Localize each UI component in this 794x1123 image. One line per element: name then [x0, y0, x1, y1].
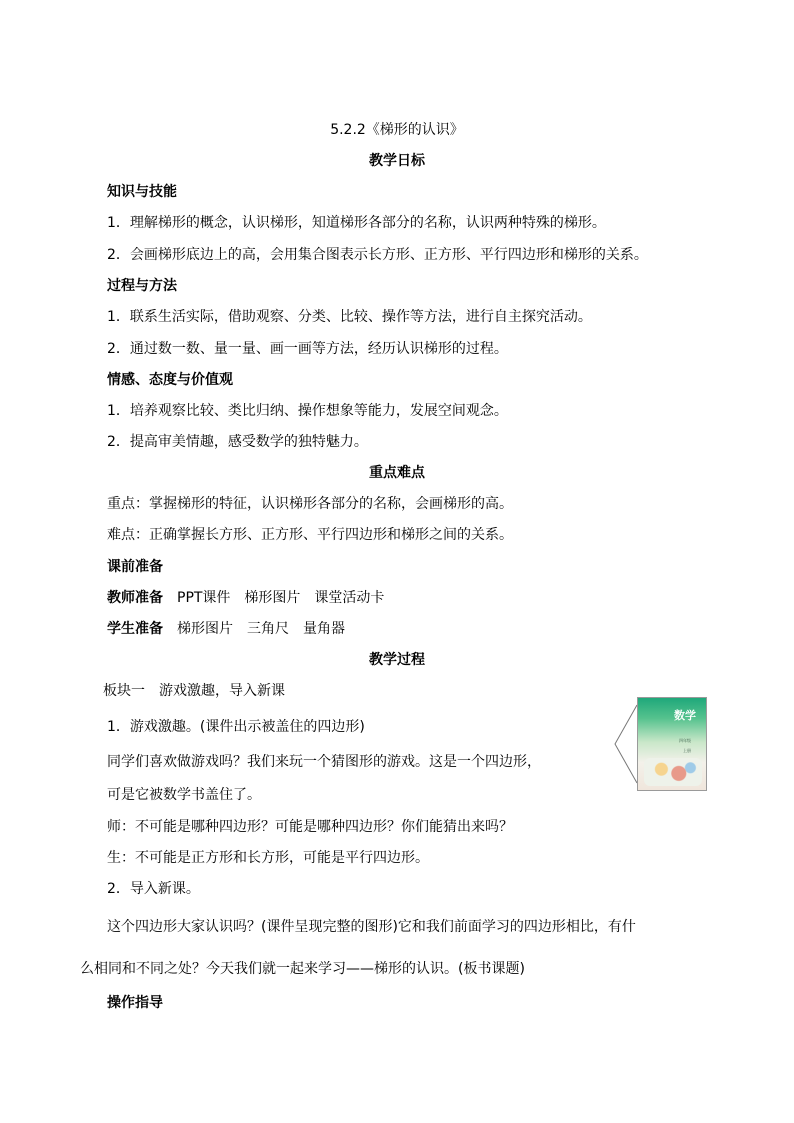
teacher-prep-label: 教师准备 — [107, 590, 163, 606]
paragraph-4: 么相同和不同之处？今天我们就一起来学习——梯形的认识。(板书课题) — [80, 961, 525, 977]
paragraph-2: 可是它被数学书盖住了。 — [107, 787, 261, 803]
process-item-2: 2．通过数一数、量一量、画一画等方法，经历认识梯形的过程。 — [107, 341, 508, 357]
attitude-heading: 情感、态度与价值观 — [107, 372, 233, 388]
student-line: 生：不可能是正方形和长方形，可能是平行四边形。 — [107, 850, 429, 866]
goals-heading: 教学日标 — [369, 153, 425, 169]
math-textbook-cover — [637, 697, 707, 791]
prep-heading: 课前准备 — [107, 559, 163, 575]
student-prep-items: 梯形图片 三角尺 量角器 — [177, 621, 345, 637]
textbook-title: 数学 — [674, 709, 696, 722]
step-2: 2．导入新课。 — [107, 881, 200, 897]
attitude-item-1: 1．培养观察比较、类比归纳、操作想象等能力，发展空间观念。 — [107, 403, 508, 419]
process-section-heading: 教学过程 — [369, 652, 425, 668]
student-prep — [107, 619, 345, 639]
process-item-1: 1．联系生活实际，借助观察、分类、比较、操作等方法，进行自主探究活动。 — [107, 309, 592, 325]
lesson-title: 5.2.2《梯形的认识》 — [330, 122, 464, 138]
knowledge-item-2: 2．会画梯形底边上的高，会用集合图表示长方形、正方形、平行四边形和梯形的关系。 — [107, 247, 648, 263]
key-points-heading: 重点难点 — [369, 465, 425, 481]
paragraph-3: 这个四边形大家认识吗？(课件呈现完整的图形)它和我们前面学习的四边形相比，有什 — [107, 919, 636, 935]
textbook-grade: 四年级 — [679, 738, 691, 743]
difficult-point: 难点：正确掌握长方形、正方形、平行四边形和梯形之间的关系。 — [107, 527, 513, 543]
teacher-line: 师：不可能是哪种四边形？可能是哪种四边形？你们能猜出来吗？ — [107, 819, 513, 835]
teacher-prep-items: PPT课件 梯形图片 课堂活动卡 — [177, 590, 385, 606]
process-heading: 过程与方法 — [107, 278, 177, 294]
knowledge-heading: 知识与技能 — [107, 184, 177, 200]
step-1: 1．游戏激趣。(课件出示被盖住的四边形) — [107, 719, 365, 735]
key-point: 重点：掌握梯形的特征，认识梯形各部分的名称，会画梯形的高。 — [107, 496, 513, 512]
student-prep-label: 学生准备 — [107, 621, 163, 637]
block1-title: 板块一 游戏激趣，导入新课 — [103, 683, 285, 699]
attitude-item-2: 2．提高审美情趣，感受数学的独特魅力。 — [107, 434, 368, 450]
cover-illustration — [644, 758, 702, 786]
knowledge-item-1: 1．理解梯形的概念，认识梯形，知道梯形各部分的名称，认识两种特殊的梯形。 — [107, 215, 606, 231]
teacher-prep — [107, 588, 384, 608]
operation-guide-heading: 操作指导 — [107, 995, 163, 1011]
paragraph-1: 同学们喜欢做游戏吗？我们来玩一个猜图形的游戏。这是一个四边形， — [107, 754, 541, 770]
textbook-volume: 上册 — [683, 748, 691, 753]
